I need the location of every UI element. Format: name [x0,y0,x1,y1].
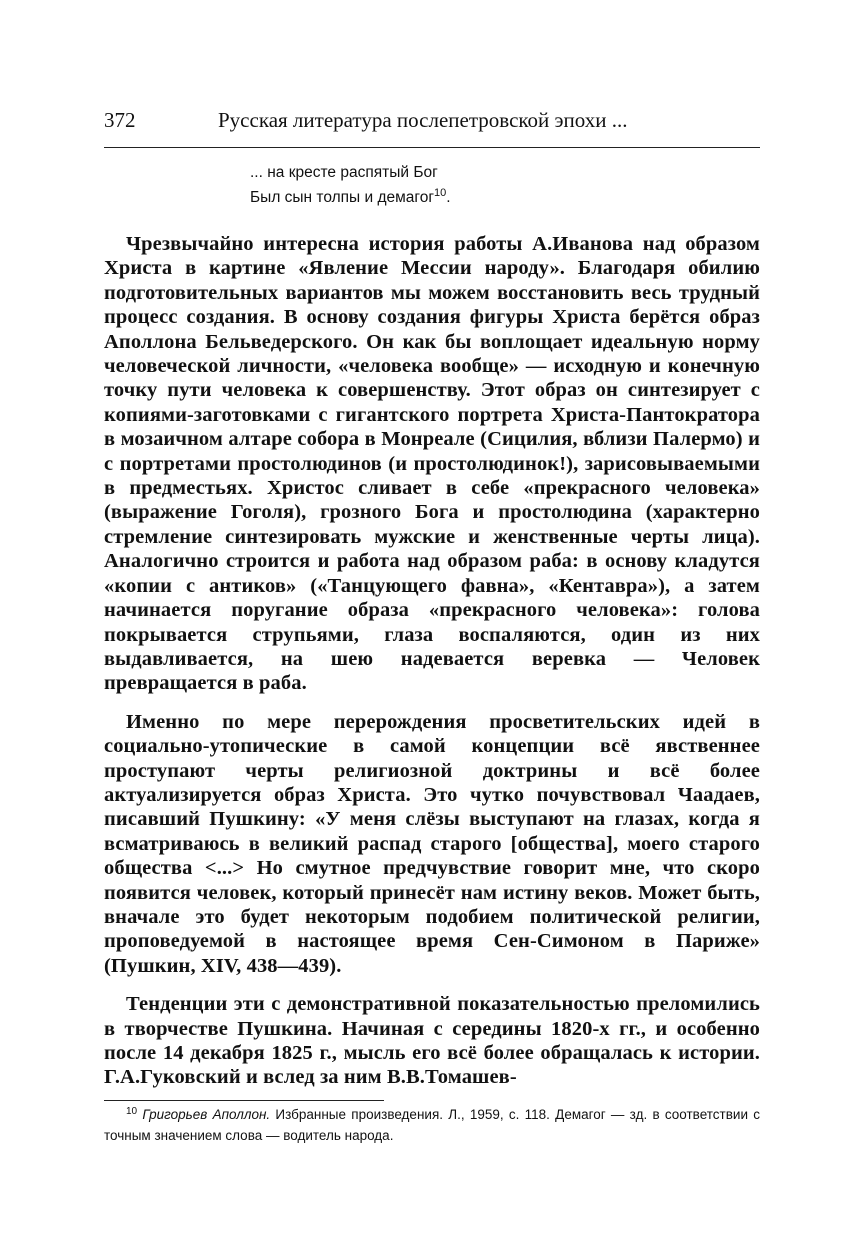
footnote-ref[interactable]: 10 [434,187,447,199]
running-title: Русская литература послепетровской эпохи ... [218,108,628,132]
epigraph-line-1: ... на кресте распятый Бог [250,164,438,181]
body-text [104,232,760,1104]
epigraph-line-2-end: . [446,189,451,206]
footnote-number: 10 [126,1106,138,1117]
epigraph-line-2-text: Был сын толпы и демагог [250,189,435,206]
epigraph [250,160,451,210]
footnote-text: Избранные произведения. Л., 1959, с. 118. Демагог — зд. в соответствии с точным значением слова — водитель народа. [104,1107,760,1143]
page-number: 372 [104,108,136,132]
paragraph-3: Тенденции эти с демонстративной показательностью преломились в творчестве Пушкина. Начиная с середины 1820-х гг., и особенно после 14 декабря 1825 г., мысль его всё более обращалась к истории. Г.А.Гуковский и вслед за ним В.В.Томашев- [104,993,760,1089]
paragraph-2: Именно по мере перерождения просветительских идей в социально-утопические в самой концепции всё явственнее проступают черты религиозной доктрины и всё более актуализируется образ Христа. Это чутко почувствовал Чаадаев, писавший Пушкину: «У меня слёзы выступают на глазах, когда я всматриваюсь в великий распад старого [общества], моего старого общества <...> Но смутное предчувствие говорит мне, что скоро появится человек, который принесёт нам истину веков. Может быть, вначале это будет некоторым подобием политической религии, проповедуемой в настоящее время Сен-Симоном в Париже» (Пушкин, XIV, 438—439). [104,710,760,977]
footnote-rule [104,1100,384,1101]
epigraph-line-2 [250,185,451,210]
header-rule [104,147,760,148]
footnote-body [104,1104,760,1146]
footnote-author: Григорьев Аполлон. [142,1107,271,1122]
footnote [104,1104,760,1146]
paragraph-1: Чрезвычайно интересна история работы А.Иванова над образом Христа в картине «Явление Мессии народу». Благодаря обилию подготовительных вариантов мы можем восстановить весь трудный процесс создания. В основу создания фигуры Христа берётся образ Аполлона Бельведерского. Он как бы воплощает идеальную норму человеческой личности, «человека вообще» — исходную и конечную точку пути человека к совершенству. Этот образ он синтезирует с копиями-заготовками с гигантского портрета Христа-Пантократора в мозаичном алтаре собора в Монреале (Сицилия, вблизи Палермо) и с портретами простолюдинов (и простолюдинок!), зарисовываемыми в предместьях. Христос сливает в себе «прекрасного человека» (выражение Гоголя), грозного Бога и простолюдина (характерно стремление синтезировать мужские и женственные черты лица). Аналогично строится и работа над образом раба: в основу кладутся «копии с антиков» («Танцующего фавна», «Кентавра»), а затем начинается поругание образа «прекрасного человека»: голова покрывается струпьями, глаза воспаляются, один из них выдавливается, на шею надевается веревка — Человек превращается в раба. [104,233,760,695]
